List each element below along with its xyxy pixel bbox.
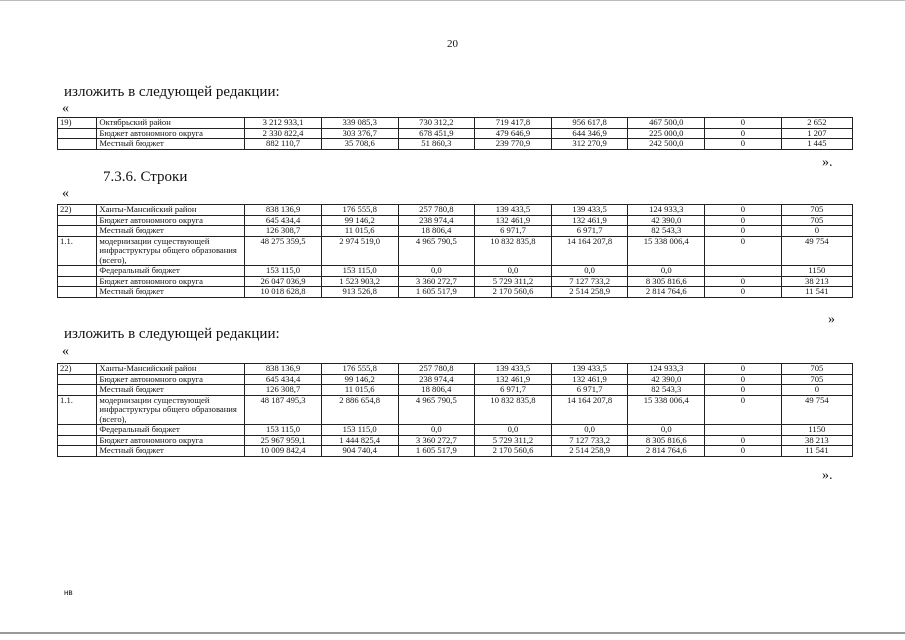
value-cell: 4 965 790,5 <box>398 395 475 425</box>
row-number-cell: 22) <box>58 364 97 375</box>
value-cell: 719 417,8 <box>475 118 552 129</box>
section-2-close-quote: » <box>828 312 835 327</box>
value-cell: 10 832 835,8 <box>475 395 552 425</box>
table-row <box>58 215 853 226</box>
value-cell: 2 330 822,4 <box>245 128 322 139</box>
value-cell: 153 115,0 <box>321 425 398 436</box>
value-cell: 645 434,4 <box>245 374 322 385</box>
row-number-cell <box>58 276 97 287</box>
value-cell: 11 541 <box>781 446 852 457</box>
table-row <box>58 374 853 385</box>
value-cell: 153 115,0 <box>245 266 322 277</box>
table-row <box>58 385 853 396</box>
value-cell: 10 018 628,8 <box>245 287 322 298</box>
value-cell: 82 543,3 <box>628 226 705 237</box>
value-cell: 6 971,7 <box>551 226 628 237</box>
value-cell <box>705 266 782 277</box>
row-name-cell: Местный бюджет <box>97 287 245 298</box>
value-cell: 42 390,0 <box>628 374 705 385</box>
section-2-table <box>57 204 853 298</box>
row-number-cell: 19) <box>58 118 97 129</box>
value-cell: 126 308,7 <box>245 226 322 237</box>
row-number-cell <box>58 226 97 237</box>
value-cell: 51 860,3 <box>398 139 475 150</box>
value-cell: 15 338 006,4 <box>628 236 705 266</box>
value-cell: 913 526,8 <box>321 287 398 298</box>
value-cell: 0,0 <box>398 425 475 436</box>
value-cell: 11 015,6 <box>321 385 398 396</box>
value-cell: 132 461,9 <box>475 374 552 385</box>
value-cell: 645 434,4 <box>245 215 322 226</box>
value-cell: 99 146,2 <box>321 215 398 226</box>
value-cell: 1 445 <box>781 139 852 150</box>
value-cell: 5 729 311,2 <box>475 276 552 287</box>
row-number-cell <box>58 266 97 277</box>
table-row <box>58 276 853 287</box>
row-name-cell: Бюджет автономного округа <box>97 128 245 139</box>
section-3-heading: изложить в следующей редакции: <box>64 326 280 342</box>
scan-edge-bottom <box>0 632 905 634</box>
section-2-heading: 7.3.6. Строки <box>103 169 188 185</box>
value-cell: 242 500,0 <box>628 139 705 150</box>
value-cell: 1150 <box>781 266 852 277</box>
value-cell: 0 <box>705 374 782 385</box>
value-cell: 0 <box>705 128 782 139</box>
value-cell: 1 207 <box>781 128 852 139</box>
value-cell: 257 780,8 <box>398 364 475 375</box>
row-name-cell: Ханты-Мансийский район <box>97 205 245 216</box>
value-cell: 8 305 816,6 <box>628 276 705 287</box>
scan-edge-top <box>0 0 905 1</box>
value-cell: 26 047 036,9 <box>245 276 322 287</box>
row-number-cell <box>58 446 97 457</box>
row-name-cell: Октябрьский район <box>97 118 245 129</box>
value-cell: 14 164 207,8 <box>551 395 628 425</box>
value-cell: 7 127 733,2 <box>551 435 628 446</box>
value-cell: 124 933,3 <box>628 205 705 216</box>
value-cell: 838 136,9 <box>245 364 322 375</box>
row-name-cell: Местный бюджет <box>97 226 245 237</box>
value-cell: 2 814 764,6 <box>628 446 705 457</box>
value-cell: 1150 <box>781 425 852 436</box>
table-row <box>58 118 853 129</box>
row-name-cell: Бюджет автономного округа <box>97 435 245 446</box>
value-cell: 6 971,7 <box>475 385 552 396</box>
value-cell: 35 708,6 <box>321 139 398 150</box>
row-name-cell: Бюджет автономного округа <box>97 215 245 226</box>
value-cell: 2 652 <box>781 118 852 129</box>
table-row <box>58 425 853 436</box>
table-row <box>58 446 853 457</box>
value-cell: 18 806,4 <box>398 226 475 237</box>
value-cell: 0,0 <box>551 266 628 277</box>
value-cell: 0,0 <box>475 266 552 277</box>
value-cell: 0 <box>705 435 782 446</box>
value-cell: 1 523 903,2 <box>321 276 398 287</box>
value-cell: 339 085,3 <box>321 118 398 129</box>
section-1-open-quote: « <box>62 101 69 116</box>
table-row <box>58 287 853 298</box>
value-cell: 904 740,4 <box>321 446 398 457</box>
table-row <box>58 364 853 375</box>
value-cell: 38 213 <box>781 276 852 287</box>
value-cell: 139 433,5 <box>551 205 628 216</box>
table-row <box>58 139 853 150</box>
value-cell: 0 <box>705 215 782 226</box>
value-cell: 42 390,0 <box>628 215 705 226</box>
row-number-cell: 1.1. <box>58 236 97 266</box>
row-name-cell: модернизации существующей инфраструктуры общего образования (всего), <box>97 395 245 425</box>
value-cell: 0 <box>781 385 852 396</box>
value-cell: 479 646,9 <box>475 128 552 139</box>
value-cell: 0 <box>705 287 782 298</box>
row-name-cell: Федеральный бюджет <box>97 266 245 277</box>
value-cell: 25 967 959,1 <box>245 435 322 446</box>
value-cell: 139 433,5 <box>551 364 628 375</box>
value-cell: 0,0 <box>628 425 705 436</box>
row-name-cell: Бюджет автономного округа <box>97 276 245 287</box>
value-cell: 3 212 933,1 <box>245 118 322 129</box>
value-cell: 3 360 272,7 <box>398 276 475 287</box>
row-number-cell <box>58 385 97 396</box>
row-name-cell: модернизации существующей инфраструктуры общего образования (всего), <box>97 236 245 266</box>
section-3-close-quote: ». <box>822 468 833 483</box>
value-cell: 0 <box>705 226 782 237</box>
value-cell: 132 461,9 <box>475 215 552 226</box>
value-cell: 1 444 825,4 <box>321 435 398 446</box>
row-name-cell: Местный бюджет <box>97 446 245 457</box>
value-cell: 82 543,3 <box>628 385 705 396</box>
value-cell: 0 <box>705 385 782 396</box>
section-1-heading: изложить в следующей редакции: <box>64 84 280 100</box>
value-cell: 176 555,8 <box>321 205 398 216</box>
value-cell: 49 754 <box>781 236 852 266</box>
value-cell: 48 275 359,5 <box>245 236 322 266</box>
row-name-cell: Ханты-Мансийский район <box>97 364 245 375</box>
value-cell: 0 <box>705 236 782 266</box>
row-number-cell <box>58 215 97 226</box>
value-cell: 2 974 519,0 <box>321 236 398 266</box>
value-cell: 10 832 835,8 <box>475 236 552 266</box>
value-cell: 225 000,0 <box>628 128 705 139</box>
value-cell: 153 115,0 <box>245 425 322 436</box>
value-cell: 153 115,0 <box>321 266 398 277</box>
value-cell: 312 270,9 <box>551 139 628 150</box>
value-cell: 99 146,2 <box>321 374 398 385</box>
value-cell: 705 <box>781 374 852 385</box>
value-cell: 705 <box>781 205 852 216</box>
value-cell: 2 170 560,6 <box>475 287 552 298</box>
value-cell: 0 <box>705 364 782 375</box>
row-number-cell <box>58 425 97 436</box>
section-3-open-quote: « <box>62 344 69 359</box>
value-cell: 0 <box>705 118 782 129</box>
value-cell: 14 164 207,8 <box>551 236 628 266</box>
row-number-cell: 1.1. <box>58 395 97 425</box>
value-cell: 38 213 <box>781 435 852 446</box>
row-number-cell <box>58 374 97 385</box>
value-cell: 10 009 842,4 <box>245 446 322 457</box>
section-1-close-quote: ». <box>822 155 833 170</box>
value-cell: 2 514 258,9 <box>551 446 628 457</box>
value-cell: 0 <box>705 205 782 216</box>
value-cell: 0,0 <box>551 425 628 436</box>
value-cell: 8 305 816,6 <box>628 435 705 446</box>
value-cell: 7 127 733,2 <box>551 276 628 287</box>
value-cell: 5 729 311,2 <box>475 435 552 446</box>
value-cell: 2 514 258,9 <box>551 287 628 298</box>
value-cell: 467 500,0 <box>628 118 705 129</box>
value-cell: 11 541 <box>781 287 852 298</box>
value-cell: 0 <box>705 395 782 425</box>
table-row <box>58 435 853 446</box>
value-cell: 6 971,7 <box>551 385 628 396</box>
value-cell: 139 433,5 <box>475 205 552 216</box>
value-cell: 882 110,7 <box>245 139 322 150</box>
table-row <box>58 128 853 139</box>
value-cell: 0,0 <box>475 425 552 436</box>
table-row <box>58 395 853 425</box>
value-cell: 0,0 <box>398 266 475 277</box>
value-cell: 2 886 654,8 <box>321 395 398 425</box>
table-row <box>58 266 853 277</box>
value-cell: 705 <box>781 364 852 375</box>
value-cell: 49 754 <box>781 395 852 425</box>
value-cell: 239 770,9 <box>475 139 552 150</box>
value-cell: 18 806,4 <box>398 385 475 396</box>
value-cell: 678 451,9 <box>398 128 475 139</box>
value-cell: 176 555,8 <box>321 364 398 375</box>
value-cell <box>705 425 782 436</box>
row-name-cell: Местный бюджет <box>97 385 245 396</box>
value-cell: 132 461,9 <box>551 374 628 385</box>
section-1-table <box>57 117 853 150</box>
row-number-cell <box>58 435 97 446</box>
table-row <box>58 205 853 216</box>
value-cell: 257 780,8 <box>398 205 475 216</box>
footer-mark: нв <box>64 588 73 597</box>
value-cell: 238 974,4 <box>398 215 475 226</box>
row-number-cell <box>58 139 97 150</box>
section-3-table <box>57 363 853 457</box>
value-cell: 705 <box>781 215 852 226</box>
row-name-cell: Федеральный бюджет <box>97 425 245 436</box>
value-cell: 139 433,5 <box>475 364 552 375</box>
row-number-cell: 22) <box>58 205 97 216</box>
row-number-cell <box>58 287 97 298</box>
value-cell: 2 170 560,6 <box>475 446 552 457</box>
page-number: 20 <box>447 38 458 50</box>
value-cell: 0 <box>781 226 852 237</box>
value-cell: 2 814 764,6 <box>628 287 705 298</box>
value-cell: 838 136,9 <box>245 205 322 216</box>
table-row <box>58 236 853 266</box>
value-cell: 6 971,7 <box>475 226 552 237</box>
value-cell: 644 346,9 <box>551 128 628 139</box>
value-cell: 11 015,6 <box>321 226 398 237</box>
value-cell: 0 <box>705 446 782 457</box>
section-2-open-quote: « <box>62 186 69 201</box>
value-cell: 956 617,8 <box>551 118 628 129</box>
value-cell: 303 376,7 <box>321 128 398 139</box>
table-row <box>58 226 853 237</box>
value-cell: 126 308,7 <box>245 385 322 396</box>
value-cell: 124 933,3 <box>628 364 705 375</box>
value-cell: 0 <box>705 139 782 150</box>
value-cell: 1 605 517,9 <box>398 287 475 298</box>
value-cell: 0,0 <box>628 266 705 277</box>
row-name-cell: Бюджет автономного округа <box>97 374 245 385</box>
value-cell: 238 974,4 <box>398 374 475 385</box>
value-cell: 4 965 790,5 <box>398 236 475 266</box>
value-cell: 132 461,9 <box>551 215 628 226</box>
value-cell: 48 187 495,3 <box>245 395 322 425</box>
value-cell: 3 360 272,7 <box>398 435 475 446</box>
row-name-cell: Местный бюджет <box>97 139 245 150</box>
value-cell: 730 312,2 <box>398 118 475 129</box>
value-cell: 15 338 006,4 <box>628 395 705 425</box>
value-cell: 0 <box>705 276 782 287</box>
row-number-cell <box>58 128 97 139</box>
value-cell: 1 605 517,9 <box>398 446 475 457</box>
